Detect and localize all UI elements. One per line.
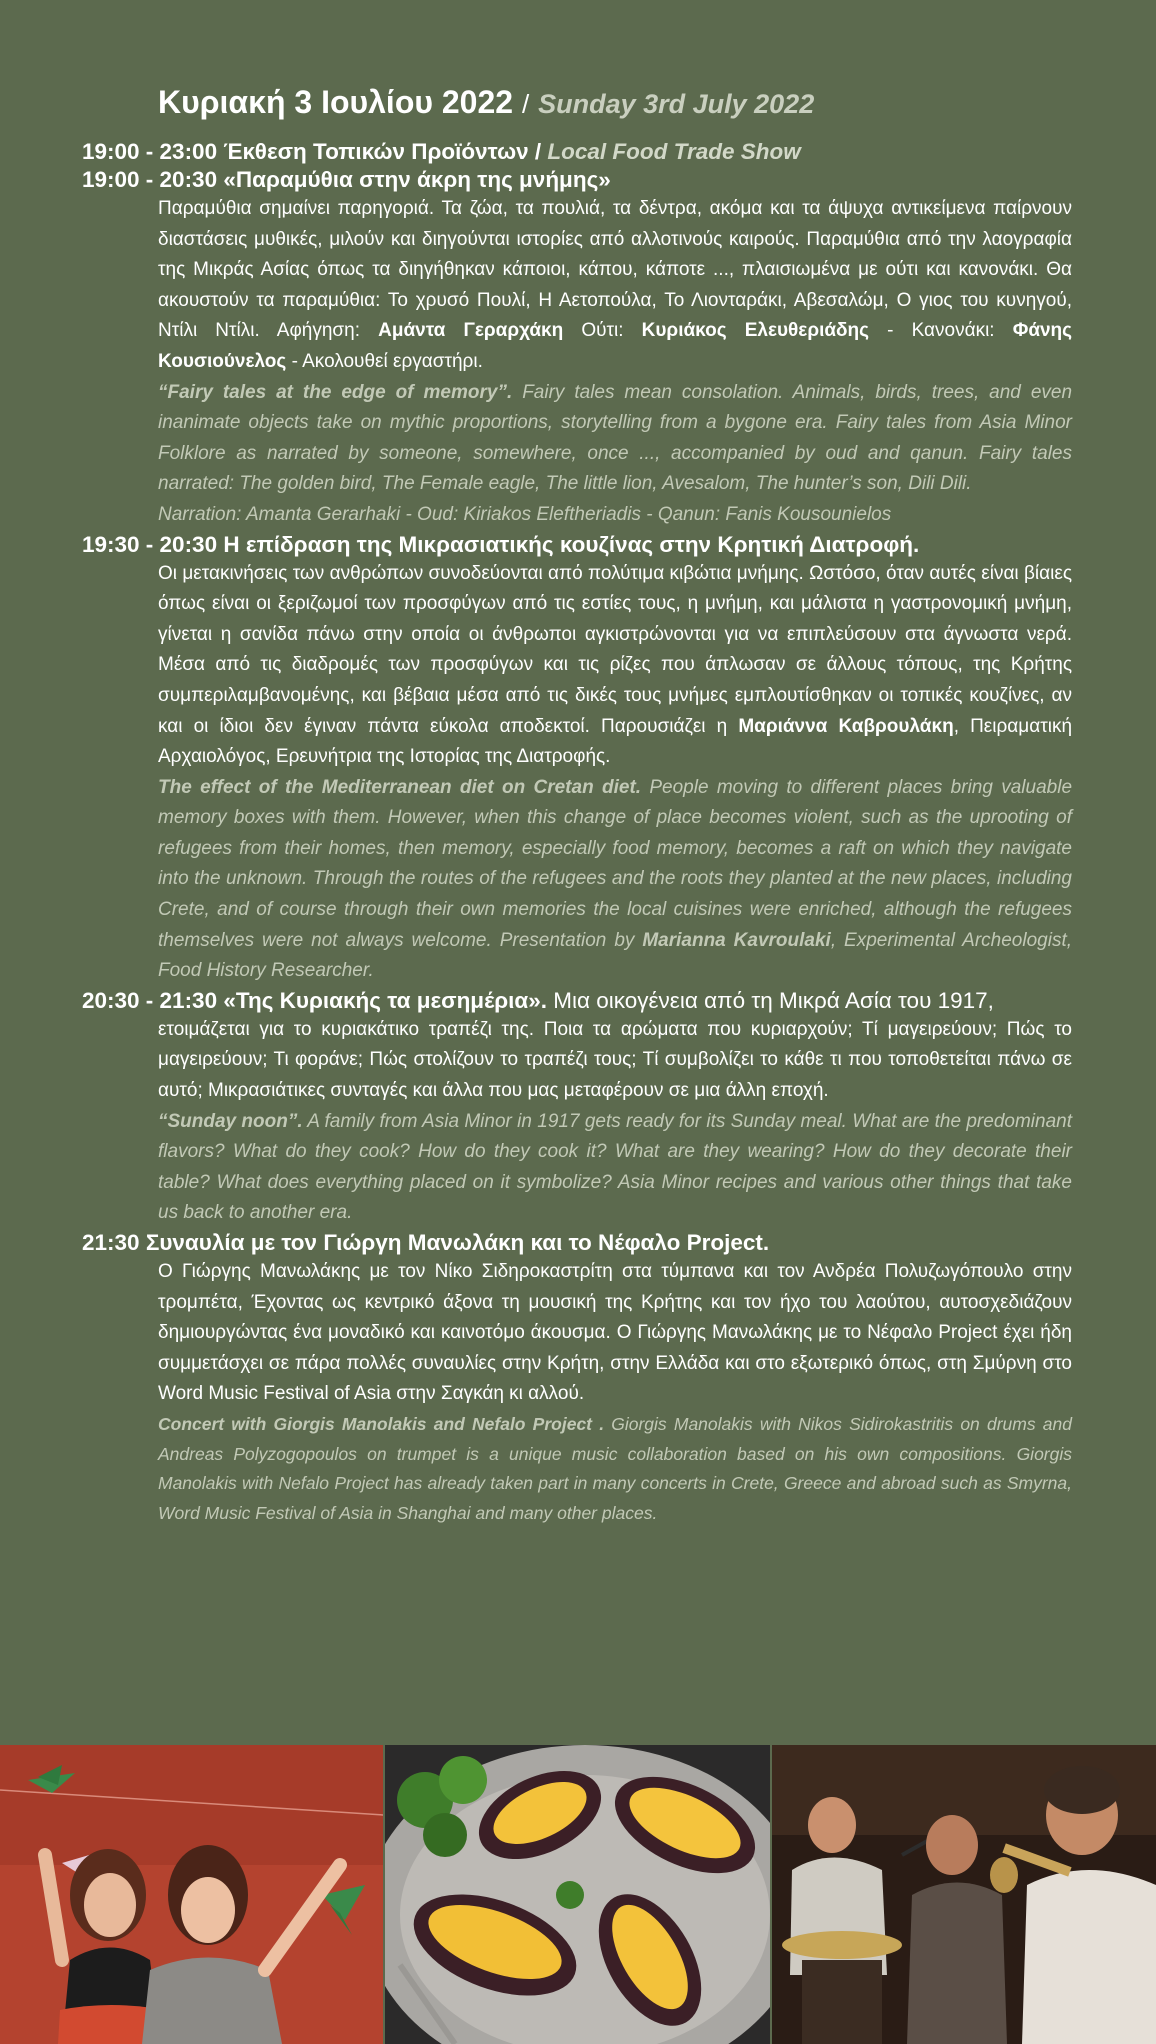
english-text: People moving to different places bring valuable memory boxes with them. However, when this change of place becomes violent, such as the uprooting of refugees from their homes, then memory, especially food memory, becomes a raft on which they navigate into the unknown. Through the routes of the refugees and the roots they planted at the new places, including Crete, and of course through their own memories the local cuisines were enriched, although the refugees themselves were not always welcome. Presentation by bbox=[158, 776, 1073, 951]
event-time: 20:30 - 21:30 bbox=[82, 987, 218, 1013]
description-greek: ετοιμάζεται για το κυριακάτικο τραπέζι της. Ποια τα αρώματα που κυριαρχούν; Τί μαγειρεύουν; Πώς το μαγειρεύουν; Τι φοράνε; Πώς στολίζουν το τραπέζι τους; Τί συμβολίζει το κάθε τι που τοποθετείται πάνω σε αυτό; Μικρασιάτικες συνταγές και άλλα που μας μεταφέρουν σε μια άλλη εποχή. bbox=[158, 1018, 1072, 1102]
event-time: 19:00 - 23:00 bbox=[82, 139, 218, 164]
event-title-greek: «Παραμύθια στην άκρη της μνήμης» bbox=[223, 167, 611, 192]
oud-label: Ούτι: bbox=[581, 320, 624, 342]
english-title: “Fairy tales at the edge of memory”. bbox=[158, 381, 513, 403]
event-title-greek: Έκθεση Τοπικών Προϊόντων bbox=[223, 139, 529, 164]
english-text: Giorgis Manolakis with Nikos Sidirokastritis on drums and Andreas Polyzogopoulos on trumpet is a unique music collaboration based on his own compositions. Giorgis Manolakis with Nefalo Project has already taken part in many concerts in Crete, Greece and abroad such as Smyrna, Word Music Festival of Asia in Shanghai and many other places. bbox=[158, 1413, 1072, 1524]
description-english bbox=[158, 378, 1072, 500]
event-description bbox=[158, 1015, 1072, 1229]
description-greek bbox=[158, 559, 1072, 773]
event-title-english: Local Food Trade Show bbox=[547, 139, 801, 164]
presenter-name: Μαριάννα Καβρουλάκη bbox=[738, 715, 954, 737]
title-greek: Κυριακή 3 Ιουλίου 2022 bbox=[158, 84, 514, 120]
event-food-trade-show bbox=[82, 138, 1072, 166]
program-list bbox=[82, 138, 1072, 1529]
event-description bbox=[158, 559, 1072, 987]
english-presenter: Marianna Kavroulaki bbox=[642, 929, 831, 951]
credits-english: Narration: Amanta Gerarhaki - Oud: Kiriakos Eleftheriadis - Qanun: Fanis Kousounielos bbox=[158, 503, 892, 525]
english-tail: , Experimental Archeologist, Food History Researcher. bbox=[158, 929, 1073, 982]
description-tail: , Πειραματική Αρχαιολόγος, Ερευνήτρια της Ιστορίας της Διατροφής. bbox=[158, 715, 1073, 768]
description-greek-text: Οι μετακινήσεις των ανθρώπων συνοδεύονται από πολύτιμα κιβώτια μνήμης. Ωστόσο, όταν αυτές είναι βίαιες όπως είναι οι ξεριζωμοί των προσφύγων από τις εστίες τους, η μνήμη, και μάλιστα η γαστρονομική μνήμη, γίνεται η σανίδα πάνω στην οποία οι άνθρωποι αγκιστρώνονται για να επιπλεύσουν στα άγνωστα νερά. Μέσα από τις διαδρομές των προσφύγων και τις ρίζες που άπλωσαν σε άλλους τόπους, της Κρήτης συμπεριλαμβανομένης, και βέβαια μέσα από τις δικές τους μνήμες εμπλουτίσθηκαν οι τοπικές κουζίνες, αν και οι ίδιοι δεν έγιναν πάντα εύκολα αποδεκτοί. Παρουσιάζει η bbox=[158, 562, 1072, 737]
oud-player-name: Κυριάκος Ελευθεριάδης bbox=[641, 320, 870, 342]
event-heading bbox=[82, 138, 1072, 166]
event-description bbox=[158, 1257, 1072, 1529]
event-cuisine-talk bbox=[82, 531, 1072, 987]
description-english bbox=[158, 1410, 1072, 1529]
event-title-separator: / bbox=[534, 139, 542, 164]
description-english bbox=[158, 1107, 1072, 1229]
page-title bbox=[158, 84, 814, 121]
description-tail: - Ακολουθεί εργαστήρι. bbox=[291, 350, 483, 372]
title-separator: / bbox=[521, 89, 530, 119]
qanun-label: - Κανονάκι: bbox=[887, 320, 995, 342]
english-title: Concert with Giorgis Manolakis and Nefalo Project . bbox=[158, 1413, 605, 1434]
event-title-greek: Η επίδραση της Μικρασιατικής κουζίνας στην Κρητική Διατροφή. bbox=[223, 531, 920, 557]
event-concert bbox=[82, 1229, 1072, 1529]
event-title-tail: Μια οικογένεια από τη Μικρά Ασία του 1917, bbox=[547, 987, 994, 1013]
narrator-name: Αμάντα Γεραρχάκη bbox=[378, 320, 564, 342]
concert-band-photo bbox=[772, 1745, 1156, 2044]
qanun-player-name: Φάνης Κουσιούνελος bbox=[158, 320, 1073, 372]
storytellers-photo bbox=[0, 1745, 383, 2044]
description-greek bbox=[158, 194, 1072, 378]
event-heading bbox=[82, 987, 1072, 1015]
english-text: A family from Asia Minor in 1917 gets ready for its Sunday meal. What are the predominant flavors? What do they cook? How do they cook it? What are they wearing? How do they decorate their table? What does everything placed on it symbolize? Asia Minor recipes and various other things that take us back to another era. bbox=[158, 1110, 1072, 1224]
english-title: The effect of the Mediterranean diet on Cretan diet. bbox=[158, 776, 642, 798]
event-description bbox=[158, 194, 1072, 531]
photo-strip bbox=[0, 1745, 1156, 2044]
event-title-greek: «Της Κυριακής τα μεσημέρια». bbox=[223, 987, 547, 1013]
event-title-greek: Συναυλία με τον Γιώργη Μανωλάκη και το Νέφαλο Project. bbox=[145, 1230, 770, 1255]
description-greek-text: Παραμύθια σημαίνει παρηγοριά. Τα ζώα, τα πουλιά, τα δέντρα, ακόμα και τα άψυχα αντικείμενα παίρνουν διαστάσεις μυθικές, μιλούν και διηγούνται ιστορίες από αλλοτινούς καιρούς. Παραμύθια από την λαογραφία της Μικράς Ασίας όπως τα διηγήθηκαν κάποιοι, κάπου, κάποτε ..., πλαισιωμένα με ούτι και κανονάκι. Θα ακουστούν τα παραμύθια: Το χρυσό Πουλί, Η Αετοπούλα, Το Λιονταράκι, Αβεσαλώμ, Ο γιος του κυνηγού, Ντίλι Ντίλι. Αφήγηση: bbox=[158, 198, 1072, 342]
event-time: 19:30 - 20:30 bbox=[82, 531, 218, 557]
event-heading bbox=[82, 531, 1072, 559]
description-english bbox=[158, 773, 1072, 987]
event-time: 19:00 - 20:30 bbox=[82, 167, 218, 192]
description-greek: Ο Γιώργης Μανωλάκης με τον Νίκο Σιδηροκαστρίτη στα τύμπανα και τον Ανδρέα Πολυζωγόπουλο στην τρομπέτα, Έχοντας ως κεντρικό άξονα τη μουσική της Κρήτης και τον ήχο του λαούτου, αυτοσχεδιάζουν δημιουργώντας ένα μοναδικό και καινοτόμο άκουσμα. Ο Γιώργης Μανωλάκης με το Νέφαλο Project έχει ήδη συμμετάσχει σε πάρα πολλές συναυλίες στην Κρήτη, στην Ελλάδα και στο εξωτερικό όπως, στη Σμύρνη στο Word Music Festival of Asia στην Σαγκάη κι αλλού. bbox=[158, 1261, 1072, 1405]
title-english: Sunday 3rd July 2022 bbox=[538, 89, 815, 119]
english-text: Fairy tales mean consolation. Animals, birds, trees, and even inanimate objects take on mythic proportions, storytelling from a bygone era. Fairy tales from Asia Minor Folklore as narrated by someone, somewhere, once ..., accompanied by oud and qanun. Fairy tales narrated: The golden bird, The Female eagle, The little lion, Avesalom, The hunter’s son, Dili Dili. bbox=[158, 381, 1073, 495]
event-fairy-tales bbox=[82, 166, 1072, 531]
stuffed-eggplant-photo bbox=[385, 1745, 770, 2044]
event-heading bbox=[82, 166, 1072, 194]
english-title: “Sunday noon”. bbox=[158, 1110, 303, 1132]
event-heading bbox=[82, 1229, 1072, 1257]
event-time: 21:30 bbox=[82, 1230, 140, 1255]
event-sunday-noon bbox=[82, 987, 1072, 1229]
